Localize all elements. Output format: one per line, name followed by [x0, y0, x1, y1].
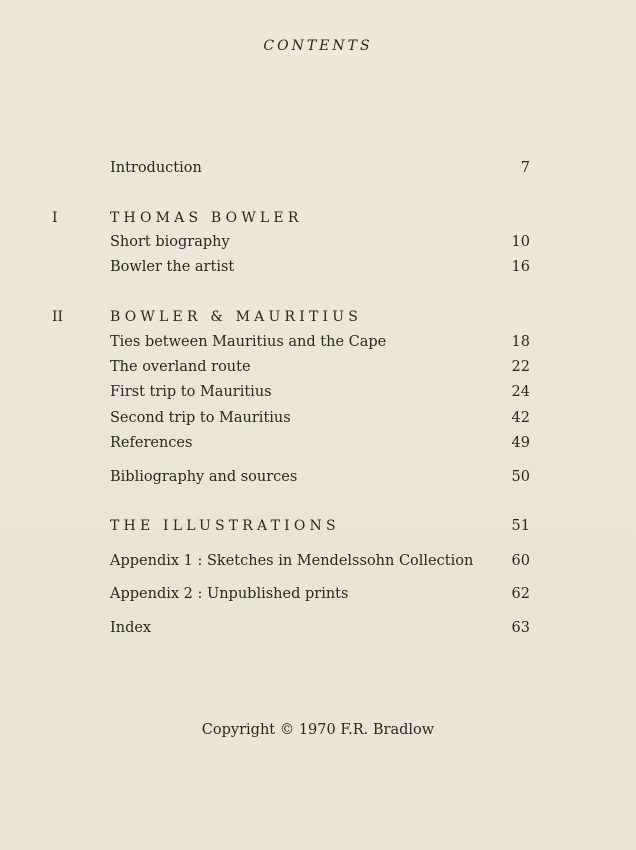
toc-entry	[110, 232, 530, 252]
toc-section-heading	[110, 208, 530, 228]
toc-entry-page: 10	[511, 234, 530, 250]
toc-entry-label: Index	[110, 620, 152, 636]
toc-entry-label: Introduction	[110, 160, 202, 176]
toc-entry-label: References	[110, 435, 193, 451]
toc-section-heading	[110, 516, 530, 536]
toc-entry-label: Bibliography and sources	[110, 469, 298, 485]
toc-entry-label: First trip to Mauritius	[110, 384, 272, 400]
toc-entry	[110, 357, 530, 377]
toc-entry-page: 63	[511, 620, 530, 636]
toc-entry	[110, 618, 530, 638]
toc-entry-page: 51	[511, 518, 530, 534]
toc-entry-label: BOWLER & MAURITIUS	[110, 309, 363, 325]
toc-entry-page: 62	[511, 586, 530, 602]
part-number: I	[52, 210, 58, 226]
toc-entry-page: 49	[511, 435, 530, 451]
toc-entry-label: The overland route	[110, 359, 251, 375]
contents-heading: CONTENTS	[263, 38, 373, 54]
toc-entry-label: Short biography	[110, 234, 230, 250]
toc-entry-label: Appendix 2 : Unpublished prints	[110, 586, 349, 602]
toc-entry-page: 60	[511, 553, 530, 569]
toc-entry-page: 7	[520, 160, 530, 176]
toc-entry	[110, 382, 530, 402]
toc-entry	[110, 332, 530, 352]
toc-entry-label: Second trip to Mauritius	[110, 410, 291, 426]
copyright-line: Copyright © 1970 F.R. Bradlow	[201, 722, 435, 738]
toc-entry-label: Bowler the artist	[110, 259, 235, 275]
toc-entry-page: 24	[511, 384, 530, 400]
toc-entry-label: Ties between Mauritius and the Cape	[110, 334, 387, 350]
toc-entry-label: Appendix 1 : Sketches in Mendelssohn Collection	[110, 553, 474, 569]
toc-entry-page: 42	[511, 410, 530, 426]
toc-entry-page: 18	[511, 334, 530, 350]
toc-entry	[110, 433, 530, 453]
toc-entry	[110, 467, 530, 487]
toc-entry	[110, 257, 530, 277]
part-number: II	[52, 309, 64, 325]
toc-entry-label: THOMAS BOWLER	[110, 210, 303, 226]
toc-entry	[110, 551, 530, 571]
toc-entry-page: 22	[511, 359, 530, 375]
toc-entry-page: 50	[511, 469, 530, 485]
toc-entry	[110, 584, 530, 604]
toc-entry-page: 16	[511, 259, 530, 275]
toc-entry	[110, 158, 530, 178]
toc-entry	[110, 408, 530, 428]
toc-entry-label: THE ILLUSTRATIONS	[110, 518, 340, 534]
toc-section-heading	[110, 307, 530, 327]
